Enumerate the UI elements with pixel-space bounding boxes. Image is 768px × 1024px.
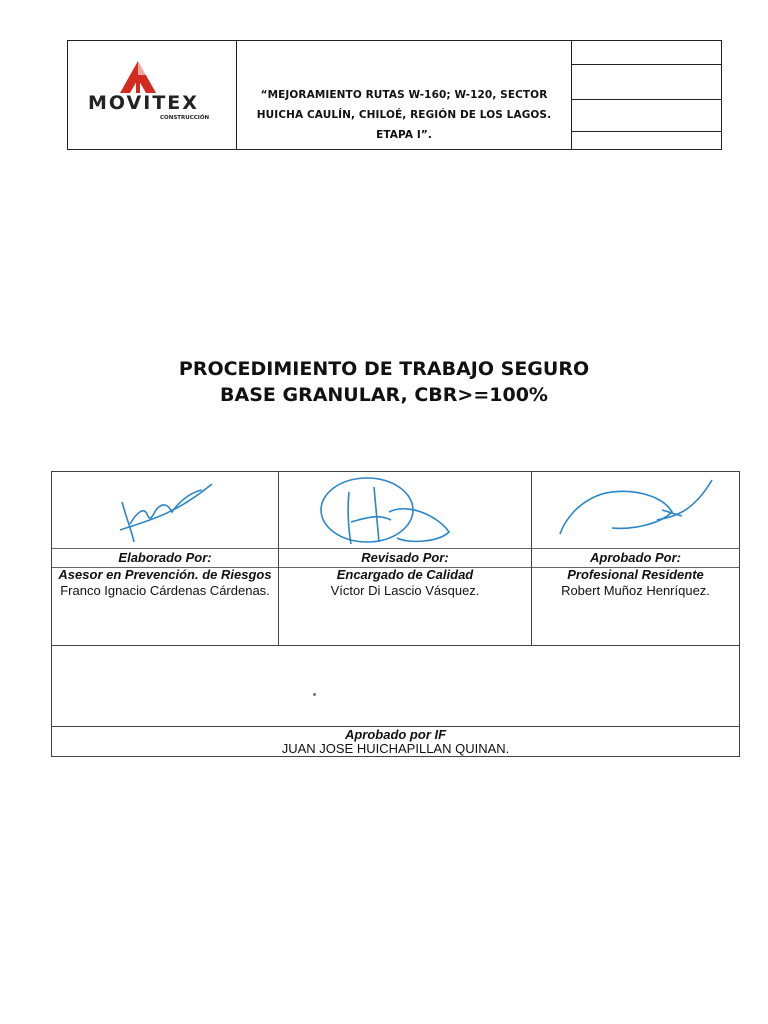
signature-table bbox=[51, 471, 740, 757]
project-title-cell bbox=[237, 41, 572, 149]
signature-revisado bbox=[279, 472, 531, 552]
aprobado-name: Robert Muñoz Henríquez. bbox=[561, 583, 710, 598]
svg-text:MOVITEX: MOVITEX bbox=[88, 92, 199, 114]
project-title: “MEJORAMIENTO RUTAS W-160; W-120, SECTOR HUICHA CAULÍN, CHILOÉ, REGIÓN DE LOS LAGOS. ETAPA I”. bbox=[256, 89, 552, 141]
document-header bbox=[67, 40, 722, 150]
aprobado-if-name: JUAN JOSE HUICHAPILLAN QUINAN. bbox=[281, 741, 510, 756]
revisado-details bbox=[279, 567, 531, 599]
logo-cell bbox=[68, 41, 237, 149]
signature-elaborado bbox=[52, 472, 278, 552]
title-line-1: PROCEDIMIENTO DE TRABAJO SEGURO bbox=[178, 358, 590, 380]
meta-cell-1 bbox=[572, 41, 721, 65]
aprobado-details bbox=[532, 567, 739, 599]
elaborado-cell bbox=[52, 472, 279, 645]
meta-cell-3 bbox=[572, 100, 721, 132]
revisado-cell bbox=[279, 472, 532, 645]
revisado-position: Encargado de Calidad bbox=[336, 567, 474, 582]
signature-aprobado bbox=[532, 472, 742, 552]
elaborado-details bbox=[52, 567, 278, 599]
movitex-logo bbox=[86, 57, 216, 127]
scan-speck bbox=[313, 693, 316, 696]
meta-cell-4 bbox=[572, 132, 721, 149]
aprobado-if-row bbox=[52, 728, 739, 759]
title-line-2: BASE GRANULAR, CBR>=100% bbox=[220, 384, 548, 406]
signature-row bbox=[52, 472, 739, 646]
aprobado-label: Aprobado Por: bbox=[532, 548, 739, 568]
aprobado-cell bbox=[532, 472, 739, 645]
revisado-name: Víctor Di Lascio Vásquez. bbox=[330, 583, 480, 598]
elaborado-position: Asesor en Prevención. de Riesgos bbox=[58, 567, 272, 582]
svg-text:CONSTRUCCIÓN: CONSTRUCCIÓN bbox=[160, 115, 210, 121]
meta-cell-2 bbox=[572, 65, 721, 100]
document-title bbox=[0, 356, 768, 408]
elaborado-name: Franco Ignacio Cárdenas Cárdenas. bbox=[60, 583, 270, 598]
elaborado-label: Elaborado Por: bbox=[52, 548, 278, 568]
revisado-label: Revisado Por: bbox=[279, 548, 531, 568]
signature-if-area bbox=[52, 646, 739, 727]
document-meta-cells bbox=[572, 41, 721, 149]
aprobado-position: Profesional Residente bbox=[567, 567, 704, 582]
aprobado-if-label: Aprobado por IF bbox=[344, 727, 447, 742]
